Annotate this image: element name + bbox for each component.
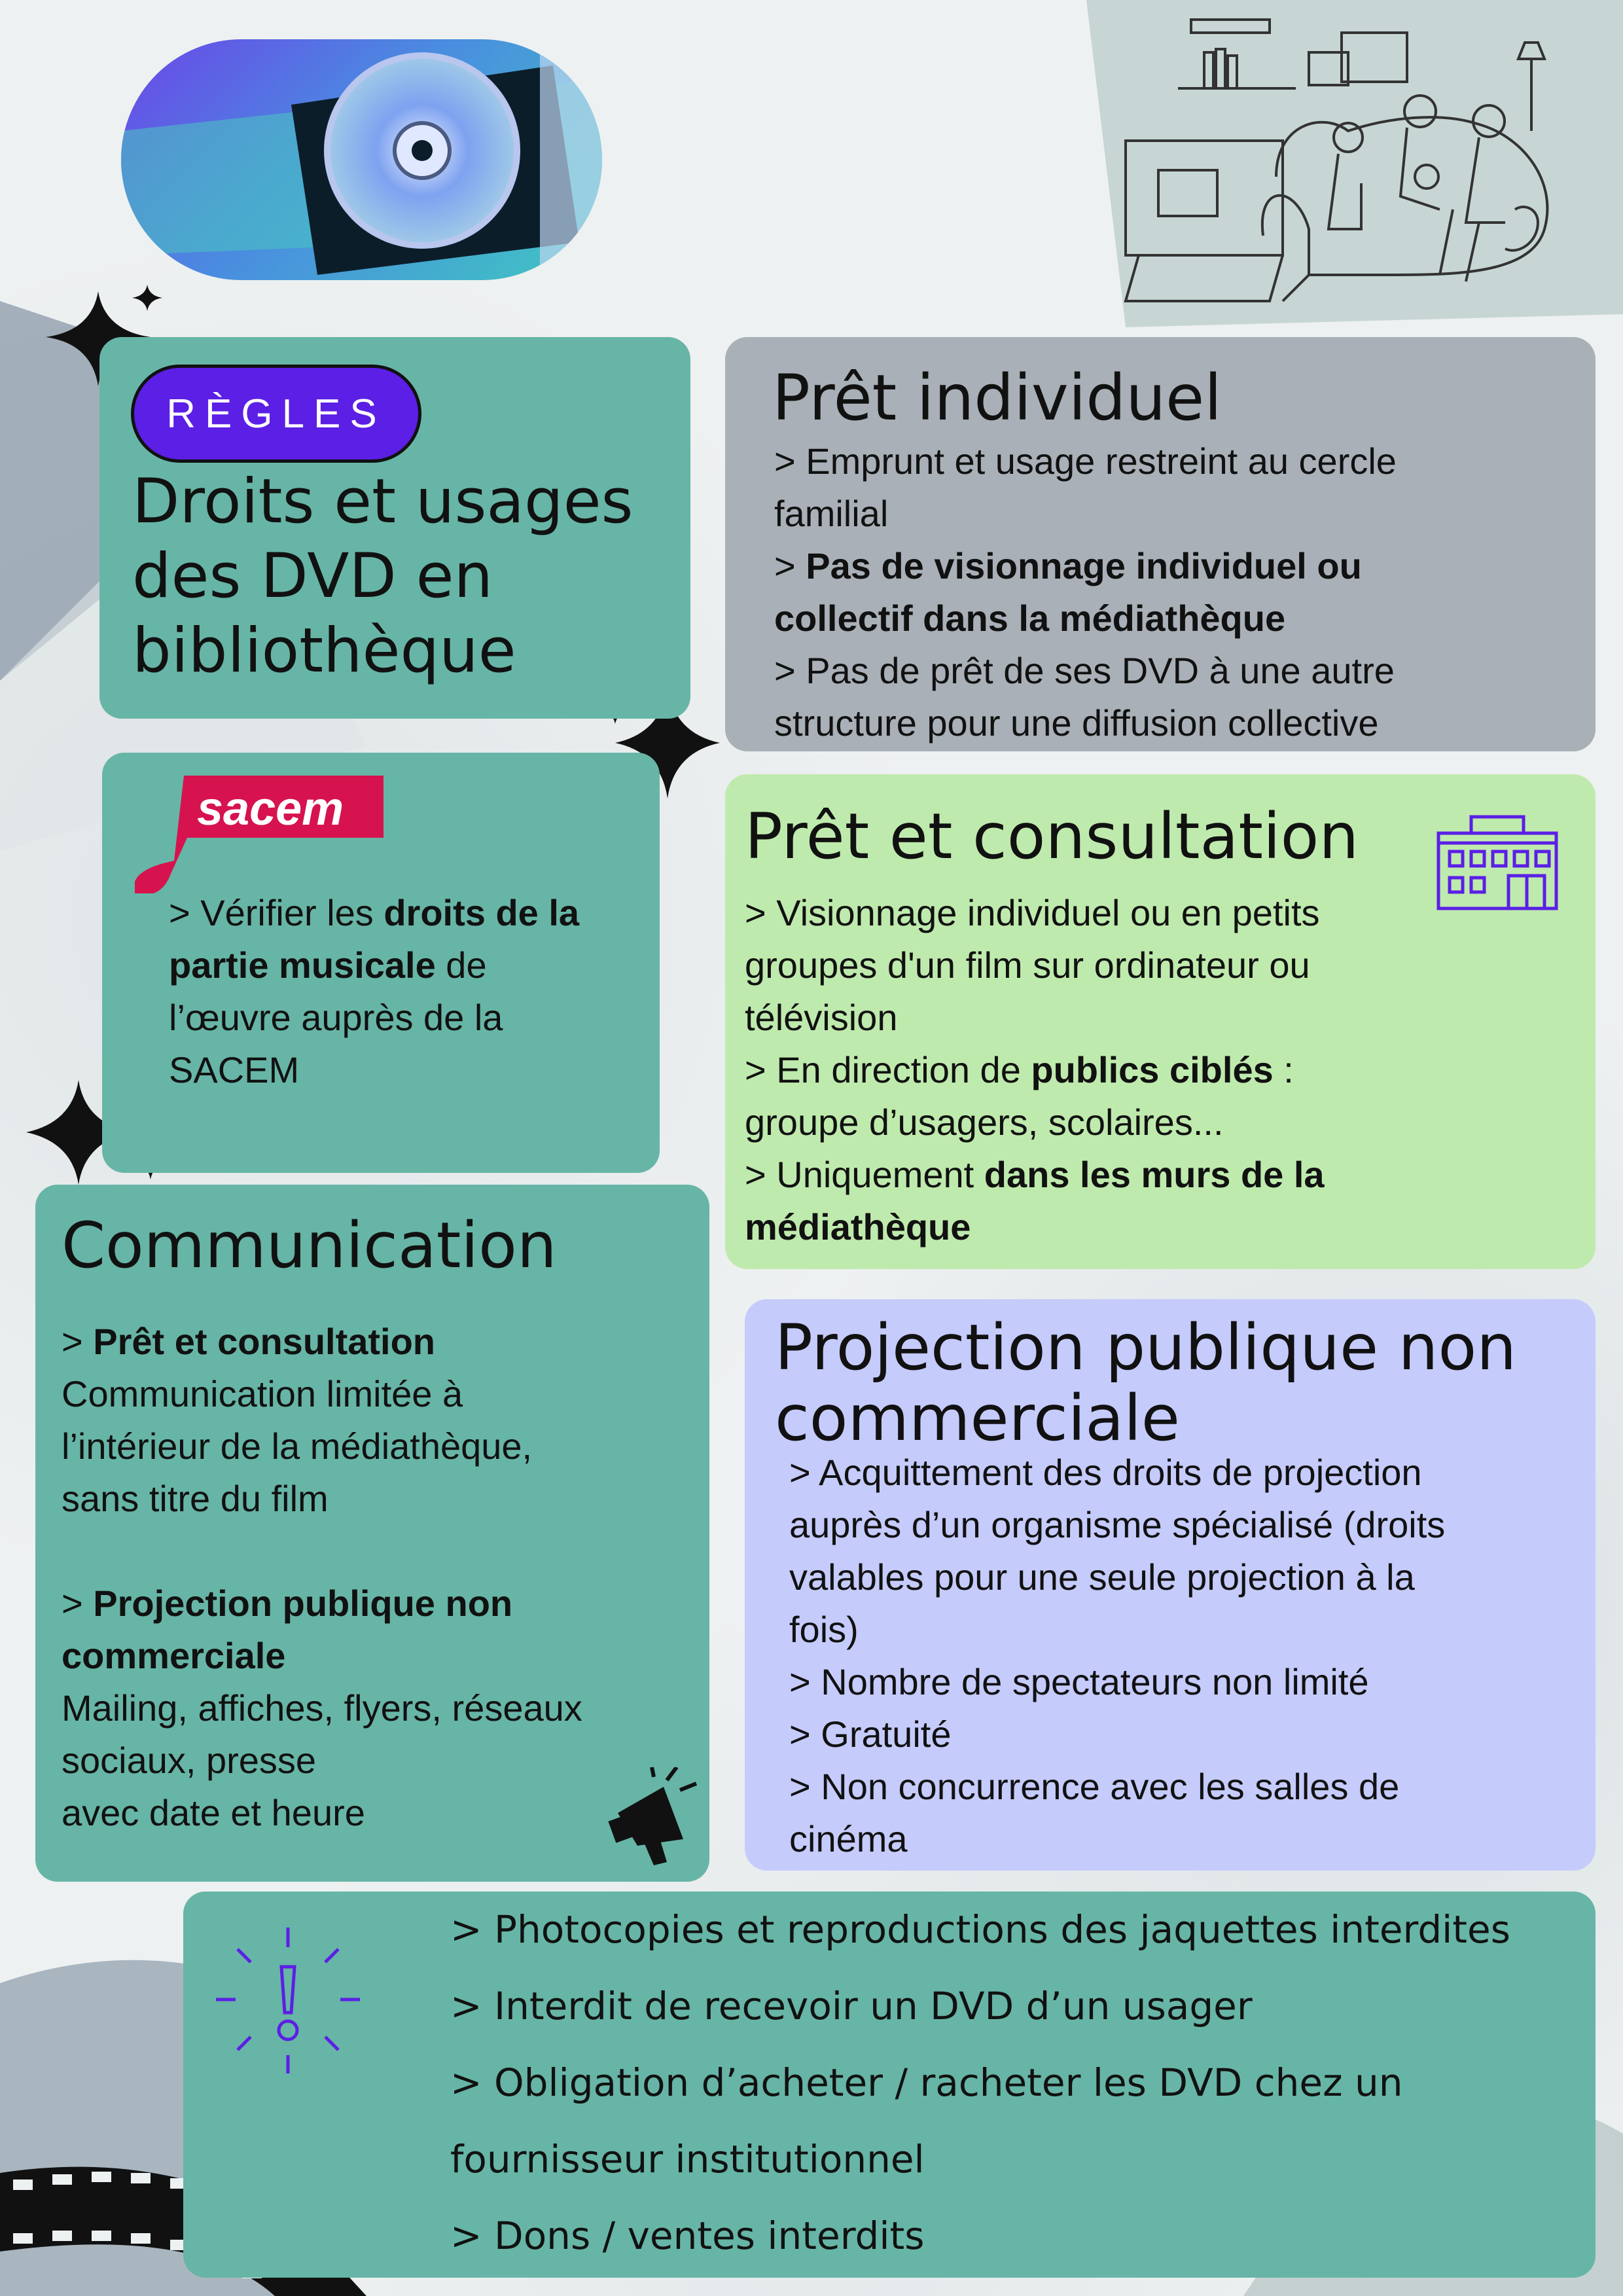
rule-line: avec date et heure bbox=[62, 1792, 365, 1833]
rule-line: > Uniquement dans les murs de la bbox=[745, 1154, 1325, 1195]
rule-line: collectif dans la médiathèque bbox=[774, 598, 1286, 639]
rule-line: familial bbox=[774, 493, 889, 534]
rule-line: Communication limitée à bbox=[62, 1373, 463, 1414]
rule-line: groupes d'un film sur ordinateur ou bbox=[745, 944, 1310, 986]
rule-line: > Pas de visionnage individuel ou bbox=[774, 545, 1362, 586]
megaphone-icon bbox=[605, 1767, 703, 1865]
sacem-card bbox=[102, 753, 660, 1173]
projection-heading: Projection publique non commerciale bbox=[775, 1311, 1517, 1455]
title-line: des DVD en bbox=[132, 541, 493, 612]
rule-line: > Obligation d’acheter / racheter les DVD chez un bbox=[450, 2060, 1403, 2105]
rule-line: valables pour une seule projection à la bbox=[789, 1556, 1415, 1598]
communication-heading: Communication bbox=[62, 1209, 557, 1282]
sacem-logo-text: sacem bbox=[197, 783, 344, 835]
rule-line: > Interdit de recevoir un DVD d’un usager bbox=[450, 1984, 1253, 2028]
rule-line: > Vérifier les droits de la bbox=[169, 892, 580, 933]
rule-line: auprès d’un organisme spécialisé (droits bbox=[789, 1504, 1446, 1545]
alert-icon bbox=[213, 1924, 363, 2075]
rule-line: commerciale bbox=[62, 1635, 286, 1676]
rule-line: partie musicale de bbox=[169, 944, 487, 986]
pret-consultation-card bbox=[725, 774, 1596, 1269]
rule-line: > Photocopies et reproductions des jaquettes interdites bbox=[450, 1907, 1510, 1952]
rule-line: > Pas de prêt de ses DVD à une autre bbox=[774, 650, 1395, 691]
rule-line: > Projection publique non bbox=[62, 1583, 513, 1624]
sacem-logo bbox=[135, 776, 383, 893]
rule-line: > Acquittement des droits de projection bbox=[789, 1452, 1422, 1493]
rule-line: l’intérieur de la médiathèque, bbox=[62, 1426, 533, 1467]
rule-line: > Emprunt et usage restreint au cercle bbox=[774, 440, 1397, 482]
rule-line: structure pour une diffusion collective bbox=[774, 702, 1379, 744]
sparkle-icon bbox=[132, 285, 162, 311]
rules-badge-label: RÈGLES bbox=[166, 391, 386, 437]
pret-consultation-heading: Prêt et consultation bbox=[745, 800, 1359, 873]
rule-line: > Prêt et consultation bbox=[62, 1321, 435, 1362]
rule-line: > Gratuité bbox=[789, 1713, 952, 1755]
rule-line: SACEM bbox=[169, 1049, 300, 1090]
title-card bbox=[99, 337, 690, 719]
rules-badge bbox=[131, 365, 421, 463]
rule-line: > Dons / ventes interdits bbox=[450, 2214, 925, 2258]
rule-line: médiathèque bbox=[745, 1206, 971, 1247]
title-line: bibliothèque bbox=[132, 615, 516, 687]
rule-line: > Non concurrence avec les salles de bbox=[789, 1766, 1400, 1807]
rule-line: sans titre du film bbox=[62, 1478, 329, 1519]
rule-line: groupe d’usagers, scolaires... bbox=[745, 1102, 1224, 1143]
rule-line: télévision bbox=[745, 997, 898, 1038]
building-icon bbox=[1435, 814, 1560, 912]
title-line: Droits et usages bbox=[132, 466, 633, 537]
rule-line: > En direction de publics ciblés : bbox=[745, 1049, 1294, 1090]
interdictions-card bbox=[183, 1892, 1596, 2278]
rule-line: fournisseur institutionnel bbox=[450, 2137, 925, 2181]
spacer bbox=[62, 1525, 582, 1577]
page-title bbox=[132, 465, 682, 689]
rule-line: cinéma bbox=[789, 1818, 908, 1859]
rule-line: fois) bbox=[789, 1609, 859, 1650]
rule-line: l’œuvre auprès de la bbox=[169, 997, 503, 1038]
rule-line: Mailing, affiches, flyers, réseaux bbox=[62, 1687, 582, 1729]
rule-line: > Nombre de spectateurs non limité bbox=[789, 1661, 1369, 1702]
communication-card bbox=[35, 1185, 709, 1882]
pret-individuel-heading: Prêt individuel bbox=[772, 361, 1222, 435]
rule-line: > Visionnage individuel ou en petits bbox=[745, 892, 1320, 933]
projection-card bbox=[745, 1299, 1596, 1871]
pret-individuel-card bbox=[725, 337, 1596, 751]
rule-line: sociaux, presse bbox=[62, 1740, 317, 1781]
